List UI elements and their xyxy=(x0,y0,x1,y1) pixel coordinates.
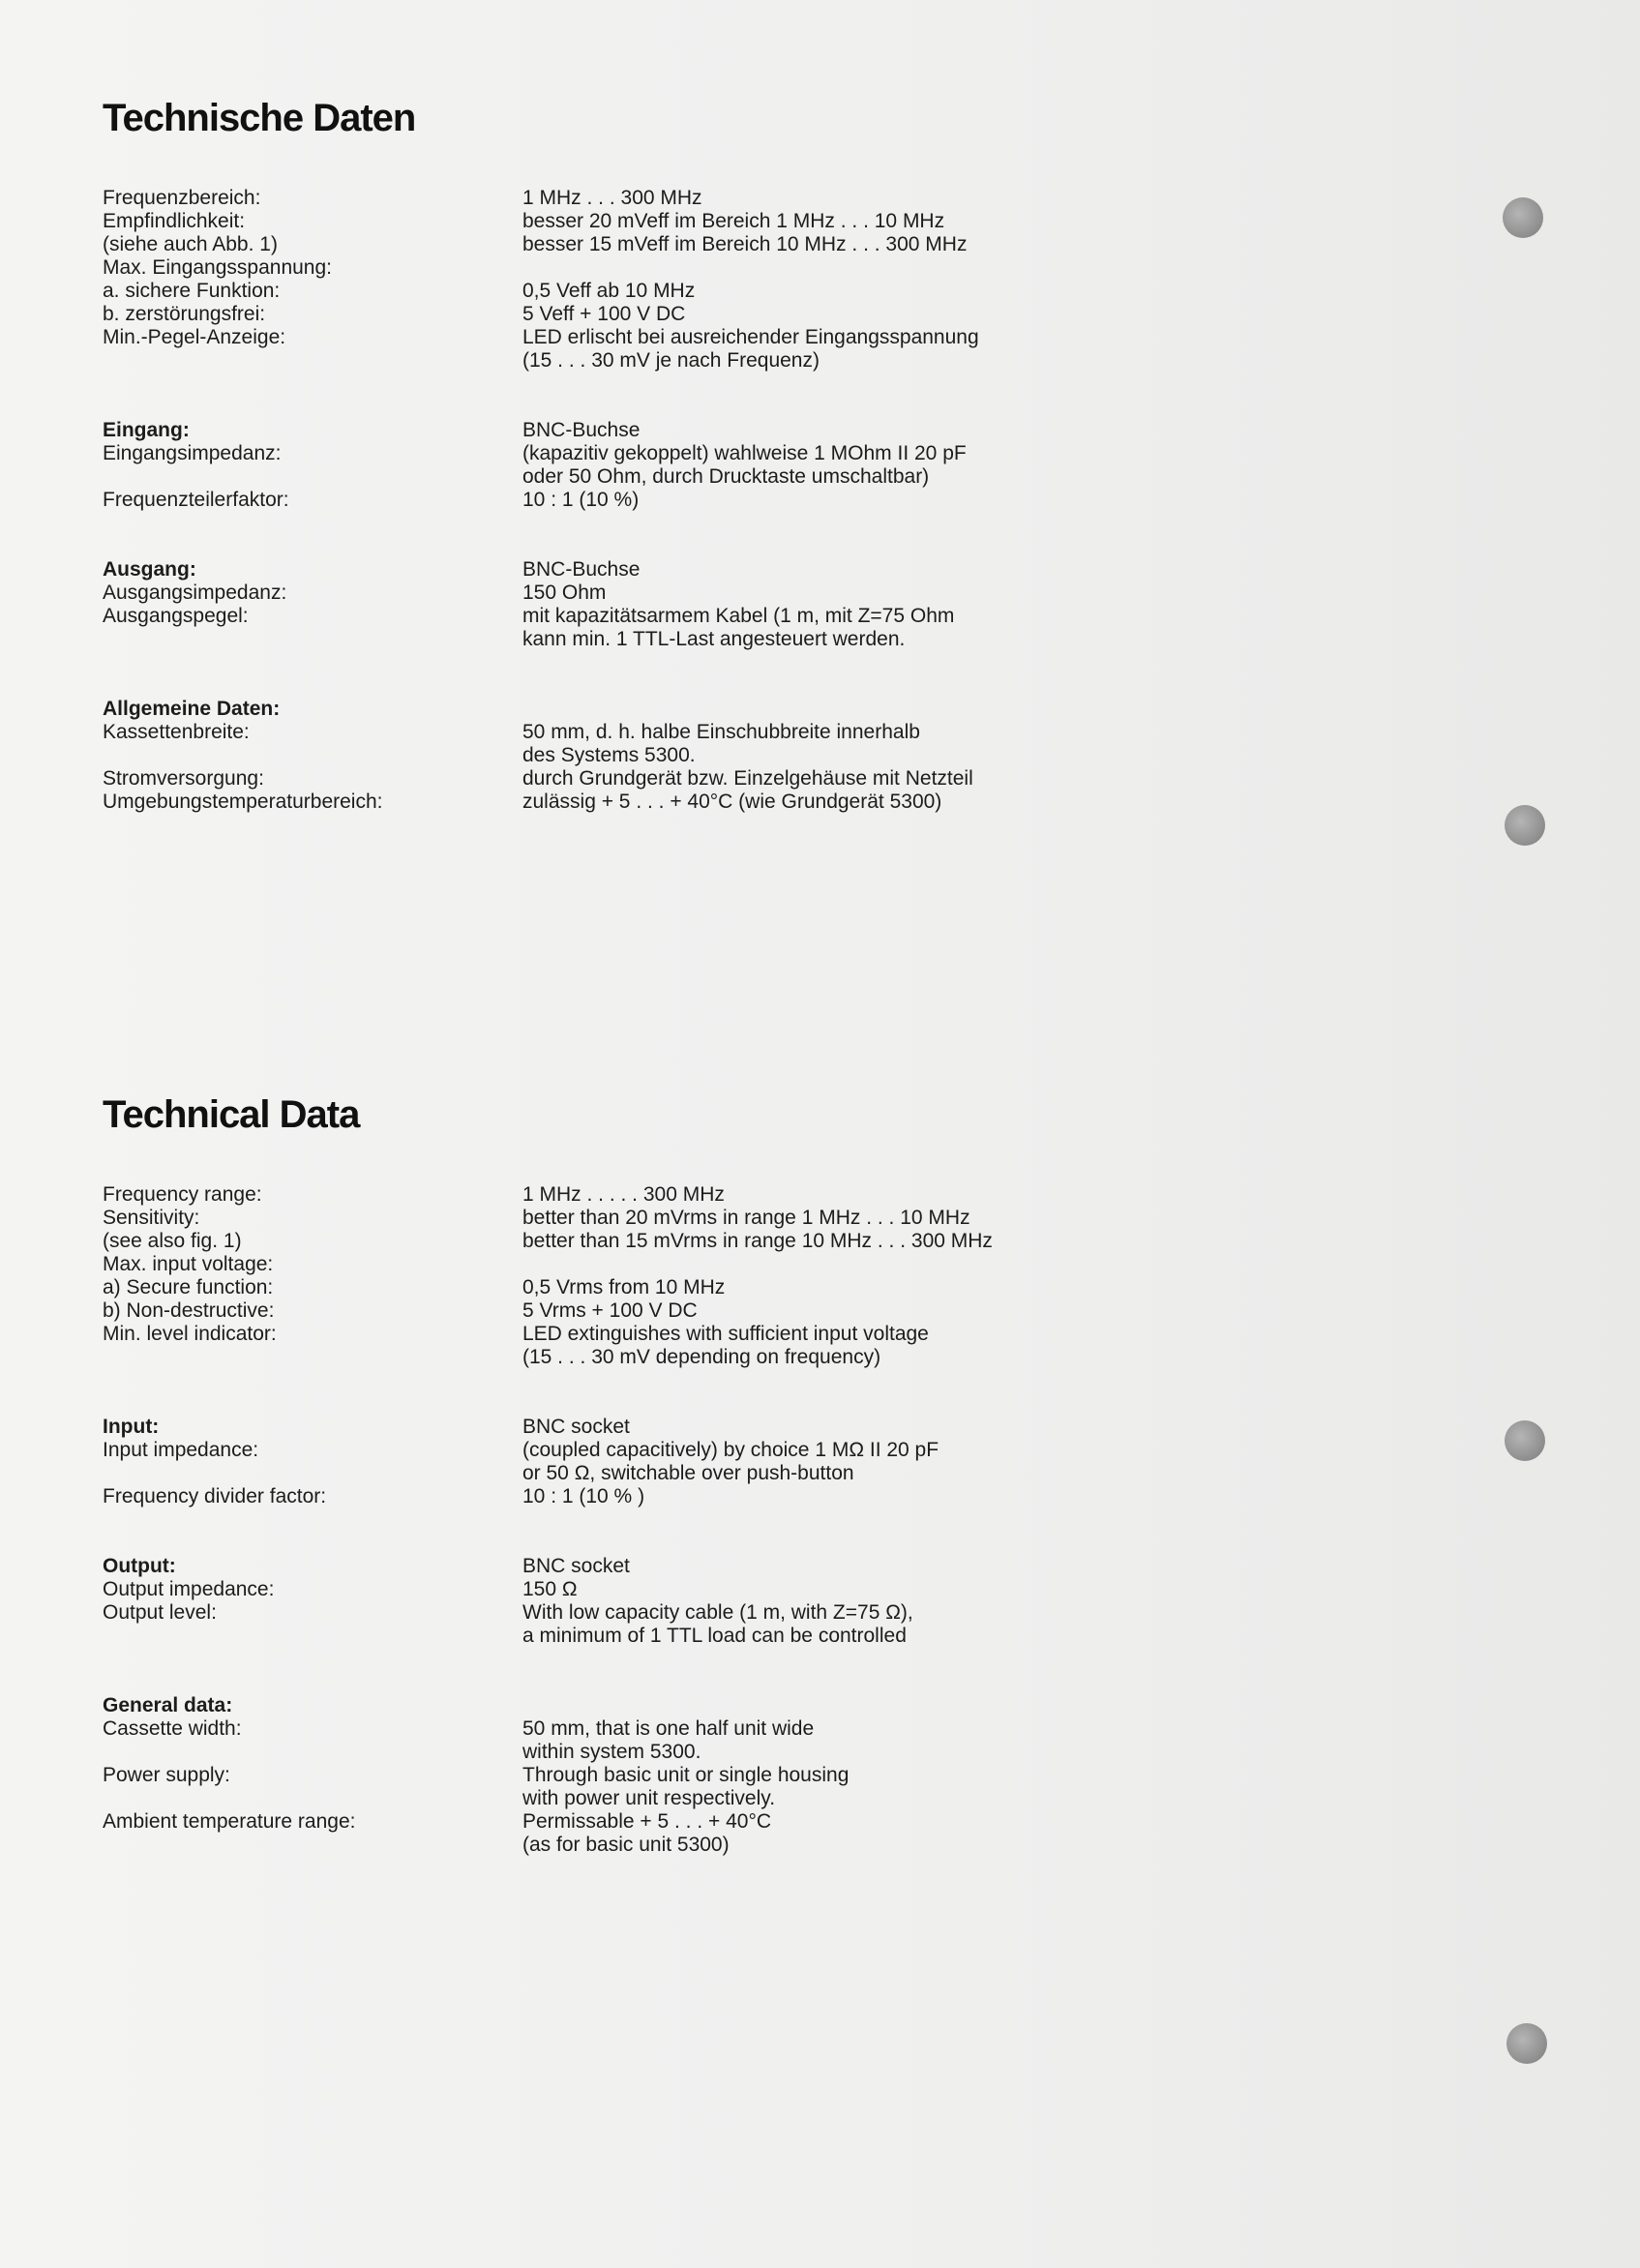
spec-label xyxy=(103,1741,522,1764)
spec-value: BNC socket xyxy=(522,1416,630,1438)
spec-label: Max. Eingangsspannung: xyxy=(103,256,332,279)
spec-row xyxy=(103,256,1118,280)
spec-label: Empfindlichkeit: xyxy=(103,210,246,232)
spec-row xyxy=(103,1230,1118,1253)
spec-block xyxy=(103,419,1118,512)
spec-row xyxy=(103,210,1118,233)
spec-group-heading: Output: xyxy=(103,1555,176,1577)
spec-label: Output impedance: xyxy=(103,1578,275,1600)
spec-row xyxy=(103,628,1118,651)
spec-row xyxy=(103,465,1118,489)
spec-value: mit kapazitätsarmem Kabel (1 m, mit Z=75 Ohm xyxy=(522,605,955,627)
spec-value: 10 : 1 (10 % ) xyxy=(522,1485,645,1507)
spec-value xyxy=(522,1694,1118,1717)
spec-value: LED erlischt bei ausreichender Eingangsspannung xyxy=(522,326,979,348)
spec-value xyxy=(522,698,1118,721)
spec-row xyxy=(103,1787,1118,1810)
spec-row xyxy=(103,349,1118,373)
spec-row xyxy=(103,1741,1118,1764)
spec-row xyxy=(103,1601,1118,1625)
spec-label: Output level: xyxy=(103,1601,217,1624)
spec-group-heading: Allgemeine Daten: xyxy=(103,698,281,720)
spec-table-german xyxy=(103,187,1118,814)
spec-group-heading: General data: xyxy=(103,1694,233,1716)
spec-value: (15 . . . 30 mV je nach Frequenz) xyxy=(522,349,820,372)
spec-value: 0,5 Veff ab 10 MHz xyxy=(522,280,696,302)
spec-value: 5 Vrms + 100 V DC xyxy=(522,1299,698,1322)
spec-value: within system 5300. xyxy=(522,1741,701,1763)
spec-value: better than 20 mVrms in range 1 MHz . . . 10 MHz xyxy=(522,1207,970,1229)
spec-value: With low capacity cable (1 m, with Z=75 Ω), xyxy=(522,1601,913,1624)
section-english xyxy=(103,1093,1118,1903)
spec-label: Frequenzteilerfaktor: xyxy=(103,489,289,511)
spec-row xyxy=(103,489,1118,512)
spec-row xyxy=(103,1717,1118,1741)
spec-row xyxy=(103,1764,1118,1787)
spec-label: Frequency range: xyxy=(103,1183,262,1206)
spec-label: Min.-Pegel-Anzeige: xyxy=(103,326,286,348)
spec-row xyxy=(103,1810,1118,1834)
spec-value: a minimum of 1 TTL load can be controlled xyxy=(522,1625,907,1647)
spec-row xyxy=(103,1625,1118,1648)
spec-value: Through basic unit or single housing xyxy=(522,1764,850,1786)
spec-value: 50 mm, that is one half unit wide xyxy=(522,1717,815,1740)
spec-table-english xyxy=(103,1183,1118,1857)
spec-row xyxy=(103,558,1118,582)
spec-group-heading: Ausgang: xyxy=(103,558,196,581)
spec-row xyxy=(103,1694,1118,1717)
spec-row xyxy=(103,791,1118,814)
spec-row xyxy=(103,326,1118,349)
spec-row xyxy=(103,1578,1118,1601)
spec-label: Power supply: xyxy=(103,1764,230,1786)
spec-value: BNC-Buchse xyxy=(522,419,641,441)
spec-value: 150 Ohm xyxy=(522,582,607,604)
spec-row xyxy=(103,303,1118,326)
spec-value: (coupled capacitively) by choice 1 MΩ II 20 pF xyxy=(522,1439,939,1461)
spec-value: (15 . . . 30 mV depending on frequency) xyxy=(522,1346,881,1368)
spec-value: 10 : 1 (10 %) xyxy=(522,489,640,511)
spec-row xyxy=(103,1253,1118,1276)
spec-value: besser 15 mVeff im Bereich 10 MHz . . . 300 MHz xyxy=(522,233,968,255)
spec-group-heading: Eingang: xyxy=(103,419,190,441)
spec-row xyxy=(103,1462,1118,1485)
spec-label xyxy=(103,744,522,767)
spec-label xyxy=(103,628,522,651)
spec-value: durch Grundgerät bzw. Einzelgehäuse mit Netzteil xyxy=(522,767,973,790)
spec-value: or 50 Ω, switchable over push-button xyxy=(522,1462,854,1484)
spec-row xyxy=(103,1276,1118,1299)
spec-value: 1 MHz . . . . . 300 MHz xyxy=(522,1183,725,1206)
spec-row xyxy=(103,698,1118,721)
section-title-german: Technische Daten xyxy=(103,97,416,139)
spec-label: Stromversorgung: xyxy=(103,767,264,790)
spec-label: Min. level indicator: xyxy=(103,1323,277,1345)
spec-value: LED extinguishes with sufficient input voltage xyxy=(522,1323,929,1345)
spec-row xyxy=(103,744,1118,767)
spec-row xyxy=(103,605,1118,628)
spec-label: Max. input voltage: xyxy=(103,1253,274,1275)
spec-value: (as for basic unit 5300) xyxy=(522,1834,730,1856)
section-title-english: Technical Data xyxy=(103,1093,360,1136)
spec-value: (kapazitiv gekoppelt) wahlweise 1 MOhm II 20 pF xyxy=(522,442,967,464)
spec-row xyxy=(103,1183,1118,1207)
spec-row xyxy=(103,1555,1118,1578)
spec-block xyxy=(103,187,1118,373)
spec-label: Frequenzbereich: xyxy=(103,187,261,209)
spec-value: 0,5 Vrms from 10 MHz xyxy=(522,1276,726,1298)
spec-row xyxy=(103,767,1118,791)
spec-value xyxy=(522,256,1118,280)
spec-row xyxy=(103,419,1118,442)
spec-value: BNC-Buchse xyxy=(522,558,641,581)
spec-label: Cassette width: xyxy=(103,1717,242,1740)
spec-label xyxy=(103,465,522,489)
spec-label xyxy=(103,1834,522,1857)
spec-row xyxy=(103,1323,1118,1346)
spec-block xyxy=(103,698,1118,814)
spec-label xyxy=(103,1625,522,1648)
spec-row xyxy=(103,1346,1118,1369)
spec-label: (siehe auch Abb. 1) xyxy=(103,233,278,255)
spec-label: a) Secure function: xyxy=(103,1276,274,1298)
spec-row xyxy=(103,1439,1118,1462)
spec-value: oder 50 Ohm, durch Drucktaste umschaltbar) xyxy=(522,465,930,488)
spec-row xyxy=(103,1485,1118,1508)
spec-value: BNC socket xyxy=(522,1555,630,1577)
spec-value: zulässig + 5 . . . + 40°C (wie Grundgerät 5300) xyxy=(522,791,942,813)
spec-row xyxy=(103,280,1118,303)
spec-label xyxy=(103,349,522,373)
spec-row xyxy=(103,442,1118,465)
spec-value: with power unit respectively. xyxy=(522,1787,776,1809)
spec-label: Ausgangspegel: xyxy=(103,605,249,627)
spec-value: better than 15 mVrms in range 10 MHz . . . 300 MHz xyxy=(522,1230,993,1252)
spec-block xyxy=(103,1555,1118,1648)
spec-block xyxy=(103,558,1118,651)
spec-value: 50 mm, d. h. halbe Einschubbreite innerhalb xyxy=(522,721,920,743)
spec-row xyxy=(103,187,1118,210)
spec-label: Frequency divider factor: xyxy=(103,1485,327,1507)
spec-row xyxy=(103,582,1118,605)
spec-label: a. sichere Funktion: xyxy=(103,280,281,302)
spec-label: Sensitivity: xyxy=(103,1207,200,1229)
spec-label: Input impedance: xyxy=(103,1439,259,1461)
spec-block xyxy=(103,1416,1118,1508)
spec-value: 5 Veff + 100 V DC xyxy=(522,303,686,325)
spec-value xyxy=(522,1253,1118,1276)
section-german xyxy=(103,97,1118,860)
spec-row xyxy=(103,721,1118,744)
spec-row xyxy=(103,1834,1118,1857)
punch-hole xyxy=(1506,2023,1547,2064)
spec-label: b) Non-destructive: xyxy=(103,1299,275,1322)
spec-row xyxy=(103,233,1118,256)
spec-label xyxy=(103,1346,522,1369)
spec-group-heading: Input: xyxy=(103,1416,160,1438)
punch-hole xyxy=(1503,197,1543,238)
spec-label: (see also fig. 1) xyxy=(103,1230,242,1252)
spec-value: Permissable + 5 . . . + 40°C xyxy=(522,1810,772,1833)
spec-value: des Systems 5300. xyxy=(522,744,696,766)
spec-label xyxy=(103,1462,522,1485)
spec-label: Umgebungstemperaturbereich: xyxy=(103,791,383,813)
spec-label: Eingangsimpedanz: xyxy=(103,442,282,464)
spec-block xyxy=(103,1694,1118,1857)
spec-label: b. zerstörungsfrei: xyxy=(103,303,266,325)
punch-hole xyxy=(1505,1420,1545,1461)
spec-value: besser 20 mVeff im Bereich 1 MHz . . . 10 MHz xyxy=(522,210,945,232)
spec-row xyxy=(103,1207,1118,1230)
spec-label: Ausgangsimpedanz: xyxy=(103,582,287,604)
punch-hole xyxy=(1505,805,1545,846)
spec-block xyxy=(103,1183,1118,1369)
spec-value: 150 Ω xyxy=(522,1578,578,1600)
spec-value: 1 MHz . . . 300 MHz xyxy=(522,187,702,209)
spec-label: Ambient temperature range: xyxy=(103,1810,356,1833)
spec-row xyxy=(103,1416,1118,1439)
spec-label: Kassettenbreite: xyxy=(103,721,250,743)
spec-label xyxy=(103,1787,522,1810)
spec-value: kann min. 1 TTL-Last angesteuert werden. xyxy=(522,628,906,650)
spec-row xyxy=(103,1299,1118,1323)
